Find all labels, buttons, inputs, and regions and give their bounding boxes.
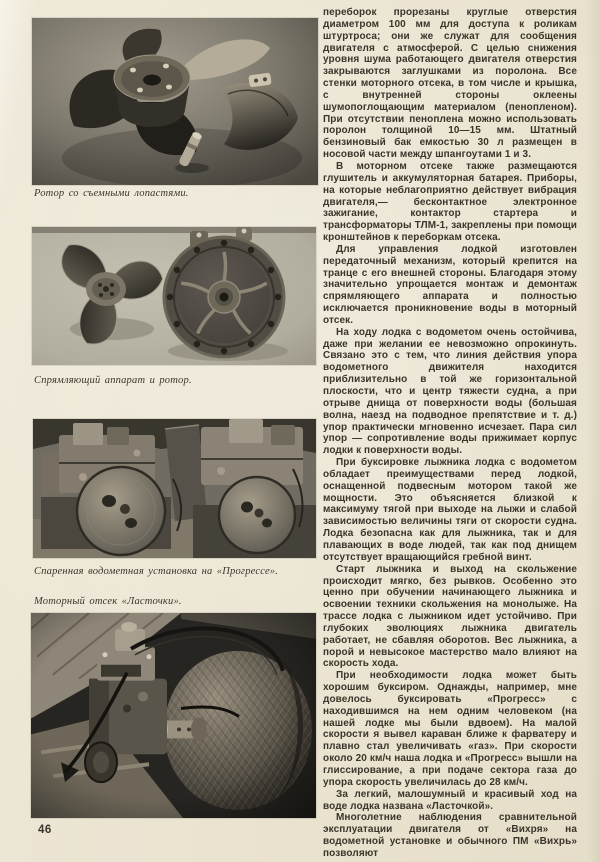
caption-engine-compartment: Моторный отсек «Ласточки». bbox=[34, 596, 182, 607]
paragraph: переборок прорезаны круглые отверстия диаметром 100 мм для доступа к роликам штуртроса; они же служат для сообщения двигателя с атмосферой. С целью снижения уровня шума работающего двигателя отверстия закрываются заглушками из поролона. Все стенки моторного отсека, в том числе и крышка, с внутренней стороны оклеены шумопоглощающим материалом (пенопленом). При отсутствии пеноплена можно использовать поролон толщиной 10—15 мм. Штатный бензиновый бак емкостью 30 л размещен в носовой части между шпангоутами 1 и 3. bbox=[323, 7, 577, 161]
paragraph: В моторном отсеке также размещаются глушитель и аккумуляторная батарея. Приборы, на которые неблагоприятно действует вибрация двигателя,— бесконтактное электронное зажигание, контактор стартера и трансформаторы ТЛМ-1, закреплены при помощи кронштейнов к переборкам отсека. bbox=[323, 160, 577, 244]
paragraph: Для управления лодкой изготовлен передаточный механизм, который крепится на транце с его внешней стороны. Благодаря этому значительно упрощается монтаж и демонтаж спрямляющего аппарата и полностью исключается проникновение воды в моторный отсек. bbox=[323, 243, 577, 326]
paragraph: На ходу лодка с водометом очень остойчива, даже при желании ее невозможно опрокинуть. Связано это с тем, что линия действия упора водометного движителя находится приблизительно в той же горизонтальной плоскости, что и центр тяжести судна, а при отрыве днища от поверхности воды (большая волна, наезд на подводное препятствие и т. д.) упор практически мгновенно исчезает. Пара сил упор — сопротивление воды прижимает корпус лодки к поверхности воды. bbox=[323, 326, 577, 457]
page-number: 46 bbox=[38, 824, 52, 836]
caption-twin-waterjet: Спаренная водометная установка на «Прогрессе». bbox=[34, 566, 279, 577]
paragraph: За легкий, малошумный и красивый ход на воде лодка названа «Ласточкой». bbox=[323, 788, 577, 812]
photo-twin-waterjet-on-progress bbox=[33, 419, 316, 558]
caption-rotor: Ротор со съемными лопастями. bbox=[34, 188, 189, 199]
body-text-column bbox=[323, 7, 577, 860]
paragraph: Старт лыжника и выход на скольжение происходит мягко, без рывков. Особенно это ценно при обучении начинающего лыжника и освоении техники скольжения на монолыже. На трассе лодка с лыжником идет устойчиво. При глубоких эволюциях лыжника двигатель работает, не сбавляя оборотов. Вес лыжника, а порой и невысокое мастерство мало влияют на скорость хода. bbox=[323, 563, 577, 670]
photo-straightening-apparatus-and-rotor bbox=[32, 227, 316, 365]
paragraph: Многолетние наблюдения сравнительной эксплуатации двигателя от «Вихря» на водометной установке и обычного ПМ «Вихрь» позволяют bbox=[323, 812, 577, 859]
paragraph: При буксировке лыжника лодка с водометом обладает преимуществами перед лодкой, оснащенной подвесным мотором такой же мощности. Это объясняется близкой к максимуму тягой при выходе на лыжи и слабой зависимостью величины тяги от скорости судна. Лодка безопасна как для лыжника, так и для плавающих в воде людей, так как под днищем отсутствует вращающийся гребной винт. bbox=[323, 457, 577, 563]
paragraph: При необходимости лодка может быть хорошим буксиром. Однажды, например, мне довелось буксировать «Прогресс» с находившимся на нем одним человеком (на нашей лодке мы были вдвоем). На малой скорости я вывел караван ближе к фарватеру и плавно стал увеличивать «газ». При скорости около 20 км/ч наша лодка и «Прогресс» вышли на глиссирование, а при подаче сектора газа до упора скорость увеличилась до 28 км/ч. bbox=[323, 670, 577, 788]
caption-stator: Спрямляющий аппарат и ротор. bbox=[34, 375, 192, 386]
photo-rotor-with-removable-blades bbox=[32, 18, 318, 185]
photo-engine-compartment-lastochka bbox=[31, 613, 316, 818]
